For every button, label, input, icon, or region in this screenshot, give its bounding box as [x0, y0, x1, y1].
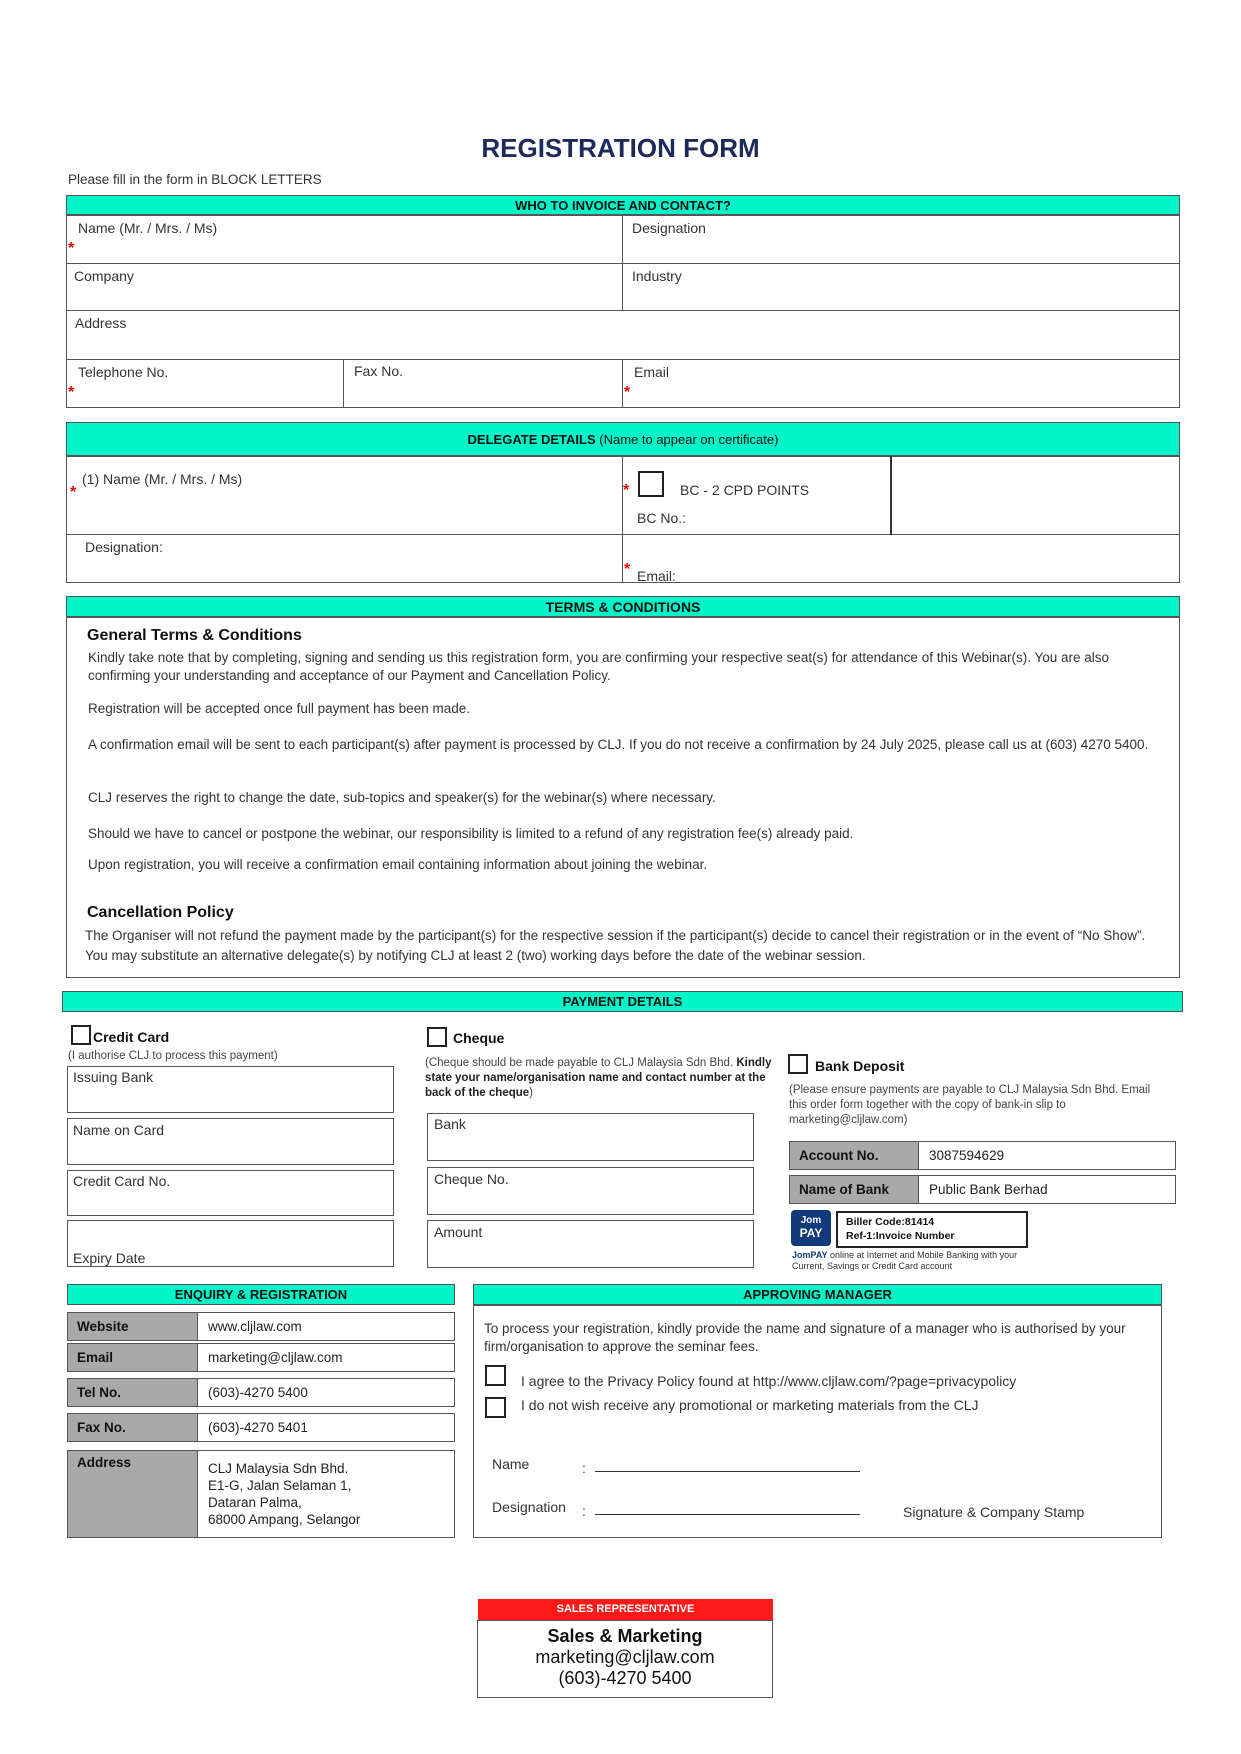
delegate-header-note: (Name to appear on certificate)	[599, 432, 779, 447]
sales-header: SALES REPRESENTATIVE	[478, 1599, 773, 1620]
manager-designation-label: Designation	[492, 1499, 566, 1515]
manager-name-label: Name	[492, 1456, 530, 1472]
invoice-name-field[interactable]: Name (Mr. / Mrs. / Ms)	[78, 220, 218, 236]
cheque-note	[425, 1056, 775, 1101]
jompay-logo-icon	[791, 1210, 831, 1246]
invoice-email-field[interactable]: Email	[634, 364, 670, 380]
payment-header: PAYMENT DETAILS	[62, 991, 1183, 1012]
enquiry-row-label: Email	[67, 1343, 198, 1372]
enquiry-address-label: Address	[67, 1450, 198, 1538]
cheque-bank-label: Bank	[434, 1116, 466, 1132]
issuing-bank-label: Issuing Bank	[73, 1069, 154, 1085]
required-marker: *	[70, 484, 77, 501]
cheque-number-label: Cheque No.	[434, 1171, 509, 1187]
invoice-fax-field[interactable]: Fax No.	[354, 363, 404, 379]
enquiry-row-label: Tel No.	[67, 1378, 198, 1407]
approving-intro: To process your registration, kindly provide the name and signature of a manager who is authorised by your firm/organisation to approve the seminar fees.	[484, 1321, 1126, 1354]
address-line: 68000 Ampang, Selangor	[208, 1512, 361, 1527]
credit-card-note: (I authorise CLJ to process this payment)	[68, 1050, 278, 1062]
name-colon: :	[582, 1460, 586, 1476]
delegate-name-field[interactable]: (1) Name (Mr. / Mrs. / Ms)	[82, 471, 243, 487]
enquiry-row-value[interactable]: www.cljlaw.com	[197, 1312, 455, 1341]
bc-no-field[interactable]: BC No.:	[637, 510, 687, 526]
jompay-logo-top: Jom	[800, 1215, 822, 1226]
delegate-header-title: DELEGATE DETAILS	[467, 432, 596, 447]
terms-paragraph: Kindly take note that by completing, signing and sending us this registration form, you are confirming your respective seat(s) for attendance of this Webinar(s). You are also confirming your understanding and acceptance of our Payment and Cancellation Policy.	[88, 650, 1110, 683]
invoice-header: WHO TO INVOICE AND CONTACT?	[66, 195, 1180, 215]
address-line: Dataran Palma,	[208, 1495, 302, 1510]
bc-cpd-label: BC - 2 CPD POINTS	[680, 482, 810, 498]
bank-name-label: Name of Bank	[789, 1175, 919, 1204]
required-marker: *	[68, 240, 75, 257]
required-marker: *	[623, 482, 630, 499]
sales-phone: (603)-4270 5400	[558, 1668, 692, 1688]
cheque-note-end: )	[529, 1087, 534, 1099]
cheque-label: Cheque	[453, 1030, 505, 1046]
bank-name-value: Public Bank Berhad	[918, 1175, 1176, 1204]
credit-card-checkbox[interactable]	[71, 1025, 91, 1045]
approving-header: APPROVING MANAGER	[473, 1284, 1162, 1305]
privacy-label: I agree to the Privacy Policy found at http://www.cljlaw.com/?page=privacypolicy	[521, 1373, 1017, 1389]
invoice-box	[66, 215, 1180, 408]
no-promo-label: I do not wish receive any promotional or marketing materials from the CLJ	[521, 1397, 979, 1413]
terms-paragraph: A confirmation email will be sent to each participant(s) after payment is processed by CLJ. If you do not receive a confirmation by 24 July 2025, please call us at (603) 4270 5400.	[88, 737, 1149, 752]
cheque-amount-label: Amount	[434, 1224, 483, 1240]
address-line: E1-G, Jalan Selaman 1,	[208, 1478, 352, 1493]
bank-deposit-label: Bank Deposit	[815, 1058, 905, 1074]
required-marker: *	[68, 384, 75, 401]
terms-paragraph: Should we have to cancel or postpone the webinar, our responsibility is limited to a refund of any registration fee(s) already paid.	[88, 826, 854, 841]
invoice-telephone-field[interactable]: Telephone No.	[78, 364, 169, 380]
credit-card-label: Credit Card	[93, 1029, 170, 1045]
manager-designation-line[interactable]	[595, 1514, 860, 1515]
cancellation-text: The Organiser will not refund the payment made by the participant(s) for the respective session if the participant(s) decide to cancel their registration or in the event of “No Show”. You may substitute an alternative delegate(s) by notifying CLJ at least 2 (two) working days before the date of the webinar session.	[85, 928, 1146, 963]
sales-title: Sales & Marketing	[547, 1626, 703, 1646]
cheque-checkbox[interactable]	[427, 1027, 447, 1047]
delegate-email-field[interactable]: Email:	[637, 568, 676, 584]
terms-header: TERMS & CONDITIONS	[66, 596, 1180, 617]
invoice-designation-field[interactable]: Designation	[632, 220, 706, 236]
instruction: Please fill in the form in BLOCK LETTERS	[68, 172, 322, 187]
required-marker: *	[624, 384, 631, 401]
designation-colon: :	[582, 1503, 586, 1519]
enquiry-row-label: Website	[67, 1312, 198, 1341]
enquiry-row-label: Fax No.	[67, 1413, 198, 1442]
delegate-header	[66, 422, 1180, 456]
cheque-note-instruction: Kindly state your name/organisation name and contact number at the back of the cheque	[425, 1057, 772, 1099]
enquiry-address-value	[197, 1450, 455, 1538]
jompay-logo-bottom: PAY	[799, 1226, 823, 1240]
bank-deposit-note: (Please ensure payments are payable to CLJ Malaysia Sdn Bhd. Email this order form together with the copy of bank-in slip to marketing@cljlaw.com)	[789, 1084, 1151, 1126]
bank-deposit-checkbox[interactable]	[788, 1054, 808, 1074]
no-promo-checkbox[interactable]	[485, 1397, 506, 1418]
expiry-date-label: Expiry Date	[73, 1250, 146, 1266]
invoice-address-field[interactable]: Address	[75, 315, 127, 331]
jompay-ref: Ref-1:Invoice Number	[846, 1230, 955, 1242]
jompay-note-text: online at Internet and Mobile Banking with your Current, Savings or Credit Card account	[792, 1250, 1018, 1271]
invoice-industry-field[interactable]: Industry	[632, 268, 682, 284]
bc-cpd-checkbox[interactable]	[638, 471, 664, 497]
address-line: CLJ Malaysia Sdn Bhd.	[208, 1461, 349, 1476]
enquiry-row-value[interactable]: marketing@cljlaw.com	[197, 1343, 455, 1372]
delegate-designation-field[interactable]: Designation:	[85, 539, 163, 555]
signature-label: Signature & Company Stamp	[903, 1504, 1085, 1520]
general-terms-title: General Terms & Conditions	[87, 627, 302, 644]
required-marker: *	[624, 561, 631, 578]
terms-paragraph: CLJ reserves the right to change the date, sub-topics and speaker(s) for the webinar(s) where necessary.	[88, 790, 716, 805]
jompay-note	[792, 1250, 1032, 1272]
card-number-label: Credit Card No.	[73, 1173, 171, 1189]
account-no-label: Account No.	[789, 1141, 919, 1170]
enquiry-row-value: (603)-4270 5400	[197, 1378, 455, 1407]
sales-email[interactable]: marketing@cljlaw.com	[535, 1647, 715, 1667]
manager-name-line[interactable]	[595, 1471, 860, 1472]
terms-paragraph: Upon registration, you will receive a confirmation email containing information about joining the webinar.	[88, 857, 708, 872]
cheque-note-payable: (Cheque should be made payable to CLJ Malaysia Sdn Bhd.	[425, 1057, 734, 1069]
name-on-card-label: Name on Card	[73, 1122, 165, 1138]
enquiry-row-value: (603)-4270 5401	[197, 1413, 455, 1442]
cancellation-title: Cancellation Policy	[87, 904, 234, 921]
terms-paragraph: Registration will be accepted once full payment has been made.	[88, 701, 470, 716]
invoice-company-field[interactable]: Company	[74, 268, 134, 284]
enquiry-header: ENQUIRY & REGISTRATION	[67, 1284, 455, 1305]
jompay-brand: JomPAY	[792, 1250, 828, 1260]
cheque-bank-field[interactable]	[427, 1113, 754, 1161]
jompay-biller-code: Biller Code:81414	[846, 1216, 935, 1228]
privacy-checkbox[interactable]	[485, 1365, 506, 1386]
page-title: REGISTRATION FORM	[481, 133, 760, 163]
account-no-value: 3087594629	[918, 1141, 1176, 1170]
